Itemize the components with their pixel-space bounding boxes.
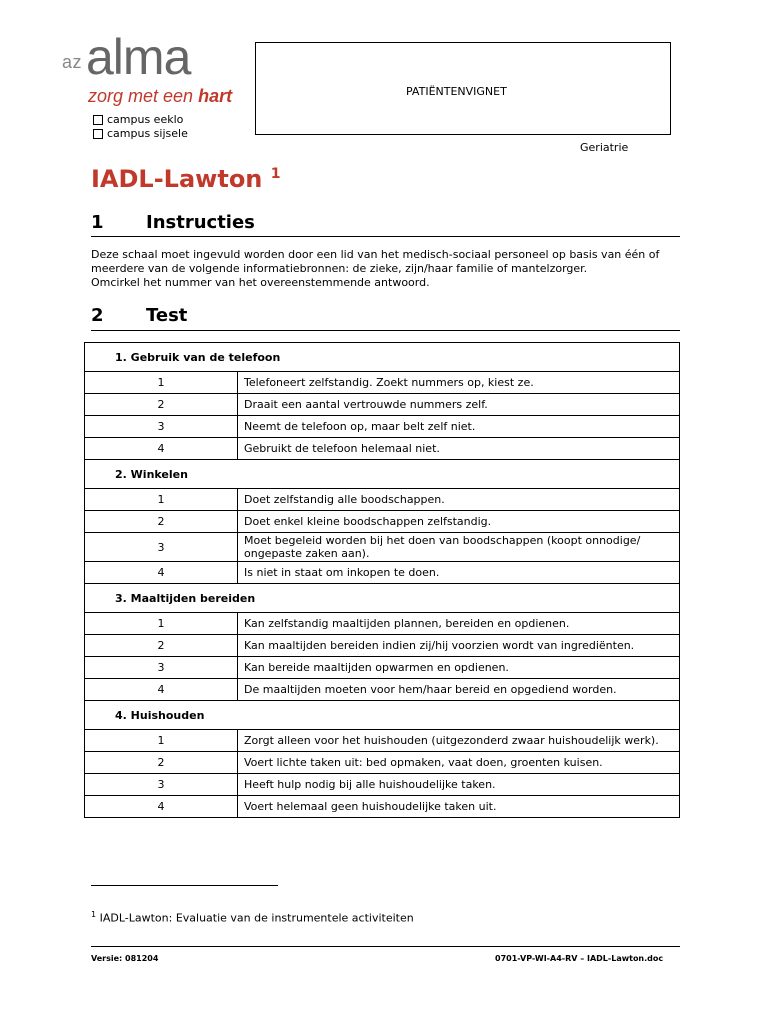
section-number: 1 xyxy=(91,212,104,233)
answer-number[interactable]: 2 xyxy=(85,752,238,774)
answer-text: Kan zelfstandig maaltijden plannen, bereiden en opdienen. xyxy=(238,613,680,635)
answer-number[interactable]: 1 xyxy=(85,730,238,752)
section-title: Instructies xyxy=(146,212,255,233)
test-category-row xyxy=(85,343,680,372)
instructions-line: meerdere van de volgende informatiebronnen: de zieke, zijn/haar familie of mantelzorger. xyxy=(91,262,588,275)
answer-number[interactable]: 4 xyxy=(85,438,238,460)
iadl-test-table xyxy=(84,342,680,818)
checkbox-icon[interactable] xyxy=(93,129,103,139)
answer-number[interactable]: 1 xyxy=(85,489,238,511)
answer-number[interactable]: 2 xyxy=(85,635,238,657)
test-answer-row xyxy=(85,394,680,416)
test-answer-row xyxy=(85,372,680,394)
answer-text: Voert lichte taken uit: bed opmaken, vaat doen, groenten kuisen. xyxy=(238,752,680,774)
answer-text: Doet enkel kleine boodschappen zelfstandig. xyxy=(238,511,680,533)
answer-number[interactable]: 3 xyxy=(85,657,238,679)
section-number: 2 xyxy=(91,305,104,326)
test-category-label: 1. Gebruik van de telefoon xyxy=(85,343,680,372)
logo-tagline xyxy=(88,86,232,107)
logo-prefix: az xyxy=(62,52,83,72)
answer-number[interactable]: 2 xyxy=(85,394,238,416)
campus-label: campus eeklo xyxy=(107,113,184,126)
logo-name: alma xyxy=(86,29,191,85)
campus-label: campus sijsele xyxy=(107,127,188,140)
footnote xyxy=(91,910,414,925)
answer-number[interactable]: 4 xyxy=(85,562,238,584)
test-category-row xyxy=(85,701,680,730)
footnote-reference: 1 xyxy=(270,166,281,182)
patient-vignette-box xyxy=(255,42,671,135)
test-answer-row xyxy=(85,489,680,511)
test-answer-row xyxy=(85,533,680,562)
instructions-line: Omcirkel het nummer van het overeenstemmende antwoord. xyxy=(91,276,430,289)
test-answer-row xyxy=(85,774,680,796)
answer-text: Neemt de telefoon op, maar belt zelf niet. xyxy=(238,416,680,438)
version-label: Versie: 081204 xyxy=(91,954,159,963)
answer-number[interactable]: 1 xyxy=(85,613,238,635)
campus-option-eeklo[interactable] xyxy=(93,113,183,126)
answer-text: Draait een aantal vertrouwde nummers zelf. xyxy=(238,394,680,416)
answer-number[interactable]: 2 xyxy=(85,511,238,533)
answer-number[interactable]: 3 xyxy=(85,533,238,562)
patient-vignette-label: PATIËNTENVIGNET xyxy=(406,85,507,98)
answer-text: Doet zelfstandig alle boodschappen. xyxy=(238,489,680,511)
answer-text: Is niet in staat om inkopen te doen. xyxy=(238,562,680,584)
footnote-divider xyxy=(91,885,278,886)
test-category-label: 2. Winkelen xyxy=(85,460,680,489)
section-title: Test xyxy=(146,305,188,326)
section-divider xyxy=(91,330,680,331)
answer-number[interactable]: 1 xyxy=(85,372,238,394)
answer-text: De maaltijden moeten voor hem/haar bereid en opgediend worden. xyxy=(238,679,680,701)
footer-divider xyxy=(91,946,680,947)
test-category-row xyxy=(85,460,680,489)
answer-text: Kan maaltijden bereiden indien zij/hij voorzien wordt van ingrediënten. xyxy=(238,635,680,657)
test-answer-row xyxy=(85,730,680,752)
test-category-label: 4. Huishouden xyxy=(85,701,680,730)
footnote-text: IADL-Lawton: Evaluatie van de instrumentele activiteiten xyxy=(99,911,414,925)
test-answer-row xyxy=(85,796,680,818)
document-reference: 0701-VP-WI-A4-RV – IADL-Lawton.doc xyxy=(495,954,664,963)
test-category-row xyxy=(85,584,680,613)
answer-text: Voert helemaal geen huishoudelijke taken uit. xyxy=(238,796,680,818)
answer-number[interactable]: 4 xyxy=(85,796,238,818)
document-title-text: IADL-Lawton xyxy=(91,165,263,193)
test-answer-row xyxy=(85,562,680,584)
answer-number[interactable]: 3 xyxy=(85,416,238,438)
answer-text: Heeft hulp nodig bij alle huishoudelijke taken. xyxy=(238,774,680,796)
test-answer-row xyxy=(85,635,680,657)
test-answer-row xyxy=(85,416,680,438)
test-answer-row xyxy=(85,657,680,679)
test-answer-row xyxy=(85,679,680,701)
instructions-line: Deze schaal moet ingevuld worden door een lid van het medisch-sociaal personeel op basis van één of xyxy=(91,248,660,261)
answer-text: Gebruikt de telefoon helemaal niet. xyxy=(238,438,680,460)
answer-number[interactable]: 3 xyxy=(85,774,238,796)
answer-text: Zorgt alleen voor het huishouden (uitgezonderd zwaar huishoudelijk werk). xyxy=(238,730,680,752)
answer-text: Moet begeleid worden bij het doen van boodschappen (koopt onnodige/ ongepaste zaken aan). xyxy=(238,533,680,562)
answer-text: Kan bereide maaltijden opwarmen en opdienen. xyxy=(238,657,680,679)
test-answer-row xyxy=(85,613,680,635)
instructions-text xyxy=(91,248,681,290)
answer-text: Telefoneert zelfstandig. Zoekt nummers op, kiest ze. xyxy=(238,372,680,394)
logo-tagline-normal: zorg met een xyxy=(88,86,194,106)
department-label: Geriatrie xyxy=(580,141,629,154)
answer-number[interactable]: 4 xyxy=(85,679,238,701)
section-divider xyxy=(91,236,680,237)
document-title xyxy=(91,165,281,193)
test-answer-row xyxy=(85,438,680,460)
test-answer-row xyxy=(85,511,680,533)
footnote-number: 1 xyxy=(91,910,97,919)
checkbox-icon[interactable] xyxy=(93,115,103,125)
test-category-label: 3. Maaltijden bereiden xyxy=(85,584,680,613)
campus-option-sijsele[interactable] xyxy=(93,127,188,140)
test-answer-row xyxy=(85,752,680,774)
logo-tagline-bold: hart xyxy=(198,86,233,106)
